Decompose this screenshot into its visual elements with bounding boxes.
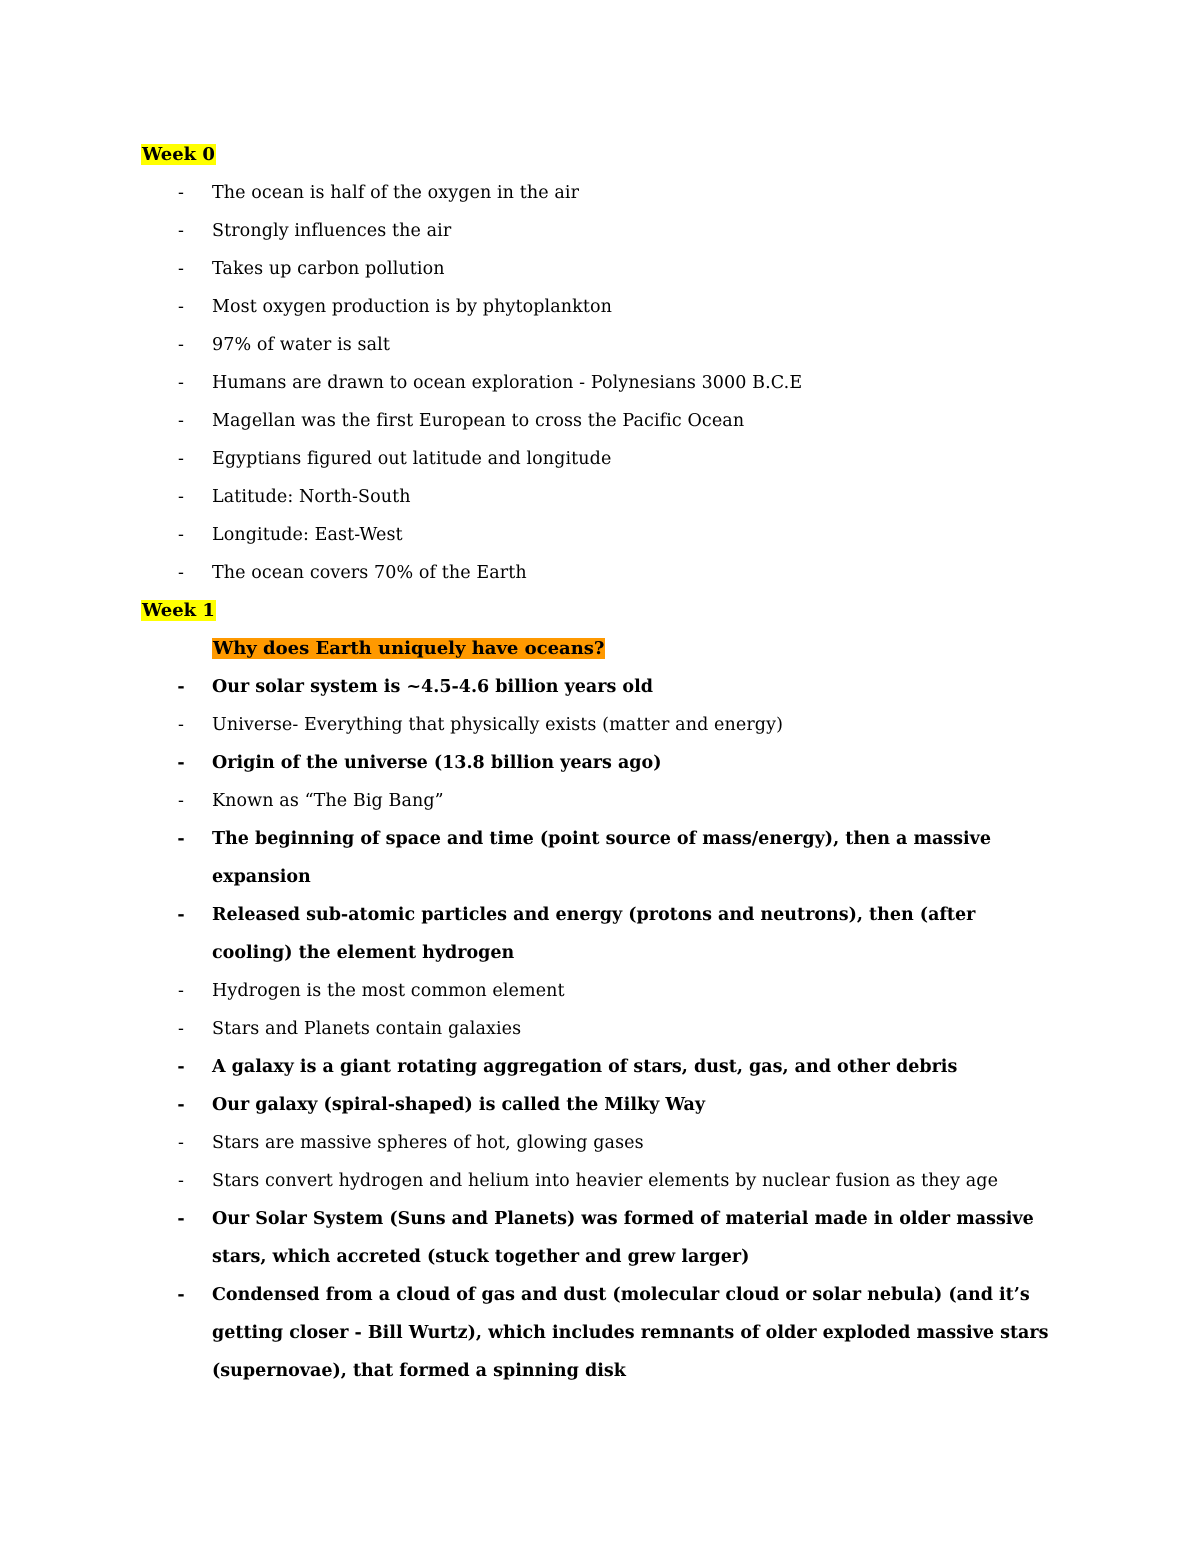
bullet-dash: - [178, 525, 184, 545]
bullet-dash: - [178, 487, 184, 507]
bullet-dash: - [178, 563, 184, 583]
week-0-notes-list [0, 174, 1200, 592]
note-text: The beginning of space and time (point source of mass/energy), then a massive expansion [212, 829, 991, 887]
note-item [0, 440, 1200, 478]
note-text: Egyptians figured out latitude and longitude [212, 449, 612, 469]
note-text: Condensed from a cloud of gas and dust (molecular cloud or solar nebula) (and it’s getting closer - Bill Wurtz), which includes remnants of older exploded massive stars (supernovae), that formed a spinning disk [212, 1285, 1049, 1381]
note-item [0, 896, 1200, 972]
bullet-dash: - [178, 981, 184, 1001]
note-text: The ocean covers 70% of the Earth [212, 563, 527, 583]
bullet-dash: - [177, 1095, 185, 1115]
note-text: Hydrogen is the most common element [212, 981, 565, 1001]
bullet-dash: - [178, 1019, 184, 1039]
week-1-question [212, 630, 1200, 668]
bullet-dash: - [177, 1057, 185, 1077]
week-1-heading-text: Week 1 [142, 600, 215, 621]
note-text: Released sub-atomic particles and energy (protons and neutrons), then (after cooling) the element hydrogen [212, 905, 976, 963]
bullet-dash: - [177, 905, 185, 925]
note-item [0, 668, 1200, 706]
note-text: 97% of water is salt [212, 335, 390, 355]
week-1-heading [141, 592, 1200, 630]
bullet-dash: - [177, 829, 185, 849]
bullet-dash: - [178, 1171, 184, 1191]
bullet-dash: - [178, 411, 184, 431]
bullet-dash: - [178, 335, 184, 355]
note-item [0, 554, 1200, 592]
bullet-dash: - [178, 373, 184, 393]
note-item [0, 1048, 1200, 1086]
note-item [0, 402, 1200, 440]
bullet-dash: - [177, 1209, 185, 1229]
note-text: Magellan was the first European to cross the Pacific Ocean [212, 411, 745, 431]
note-item [0, 706, 1200, 744]
note-text: Stars convert hydrogen and helium into heavier elements by nuclear fusion as they age [212, 1171, 999, 1191]
note-item [0, 1162, 1200, 1200]
week-0-heading-text: Week 0 [142, 144, 215, 165]
note-text: Our galaxy (spiral-shaped) is called the Milky Way [212, 1095, 705, 1115]
bullet-dash: - [177, 677, 185, 697]
note-item [0, 1200, 1200, 1276]
note-item [0, 364, 1200, 402]
bullet-dash: - [178, 791, 184, 811]
note-text: Stars and Planets contain galaxies [212, 1019, 522, 1039]
bullet-dash: - [178, 297, 184, 317]
note-item [0, 972, 1200, 1010]
note-text: Stars are massive spheres of hot, glowing gases [212, 1133, 644, 1153]
note-item [0, 782, 1200, 820]
note-item [0, 744, 1200, 782]
bullet-dash: - [177, 753, 185, 773]
note-text: Our Solar System (Suns and Planets) was formed of material made in older massive stars, which accreted (stuck together and grew larger) [212, 1209, 1034, 1267]
note-text: Strongly influences the air [212, 221, 452, 241]
note-text: Our solar system is ~4.5-4.6 billion years old [212, 677, 653, 697]
note-text: Universe- Everything that physically exists (matter and energy) [212, 715, 784, 735]
note-item [0, 1124, 1200, 1162]
note-item [0, 174, 1200, 212]
note-item [0, 1086, 1200, 1124]
week-1-question-text: Why does Earth uniquely have oceans? [213, 638, 605, 659]
note-item [0, 478, 1200, 516]
note-text: Origin of the universe (13.8 billion years ago) [212, 753, 662, 773]
bullet-dash: - [178, 259, 184, 279]
bullet-dash: - [177, 1285, 185, 1305]
note-item [0, 1276, 1200, 1390]
note-text: Takes up carbon pollution [212, 259, 445, 279]
note-item [0, 1010, 1200, 1048]
week-1-notes-list [0, 668, 1200, 1390]
note-text: Humans are drawn to ocean exploration - Polynesians 3000 B.C.E [212, 373, 803, 393]
bullet-dash: - [178, 221, 184, 241]
note-text: Longitude: East-West [212, 525, 403, 545]
note-item [0, 212, 1200, 250]
note-text: The ocean is half of the oxygen in the air [212, 183, 580, 203]
note-text: Most oxygen production is by phytoplankton [212, 297, 612, 317]
note-item [0, 820, 1200, 896]
note-item [0, 288, 1200, 326]
note-text: Known as “The Big Bang” [212, 791, 444, 811]
bullet-dash: - [178, 449, 184, 469]
document-page [0, 136, 1200, 1390]
note-text: Latitude: North-South [212, 487, 411, 507]
note-item [0, 250, 1200, 288]
week-0-heading [141, 136, 1200, 174]
note-text: A galaxy is a giant rotating aggregation of stars, dust, gas, and other debris [212, 1057, 958, 1077]
bullet-dash: - [178, 1133, 184, 1153]
note-item [0, 326, 1200, 364]
note-item [0, 516, 1200, 554]
bullet-dash: - [178, 715, 184, 735]
bullet-dash: - [178, 183, 184, 203]
